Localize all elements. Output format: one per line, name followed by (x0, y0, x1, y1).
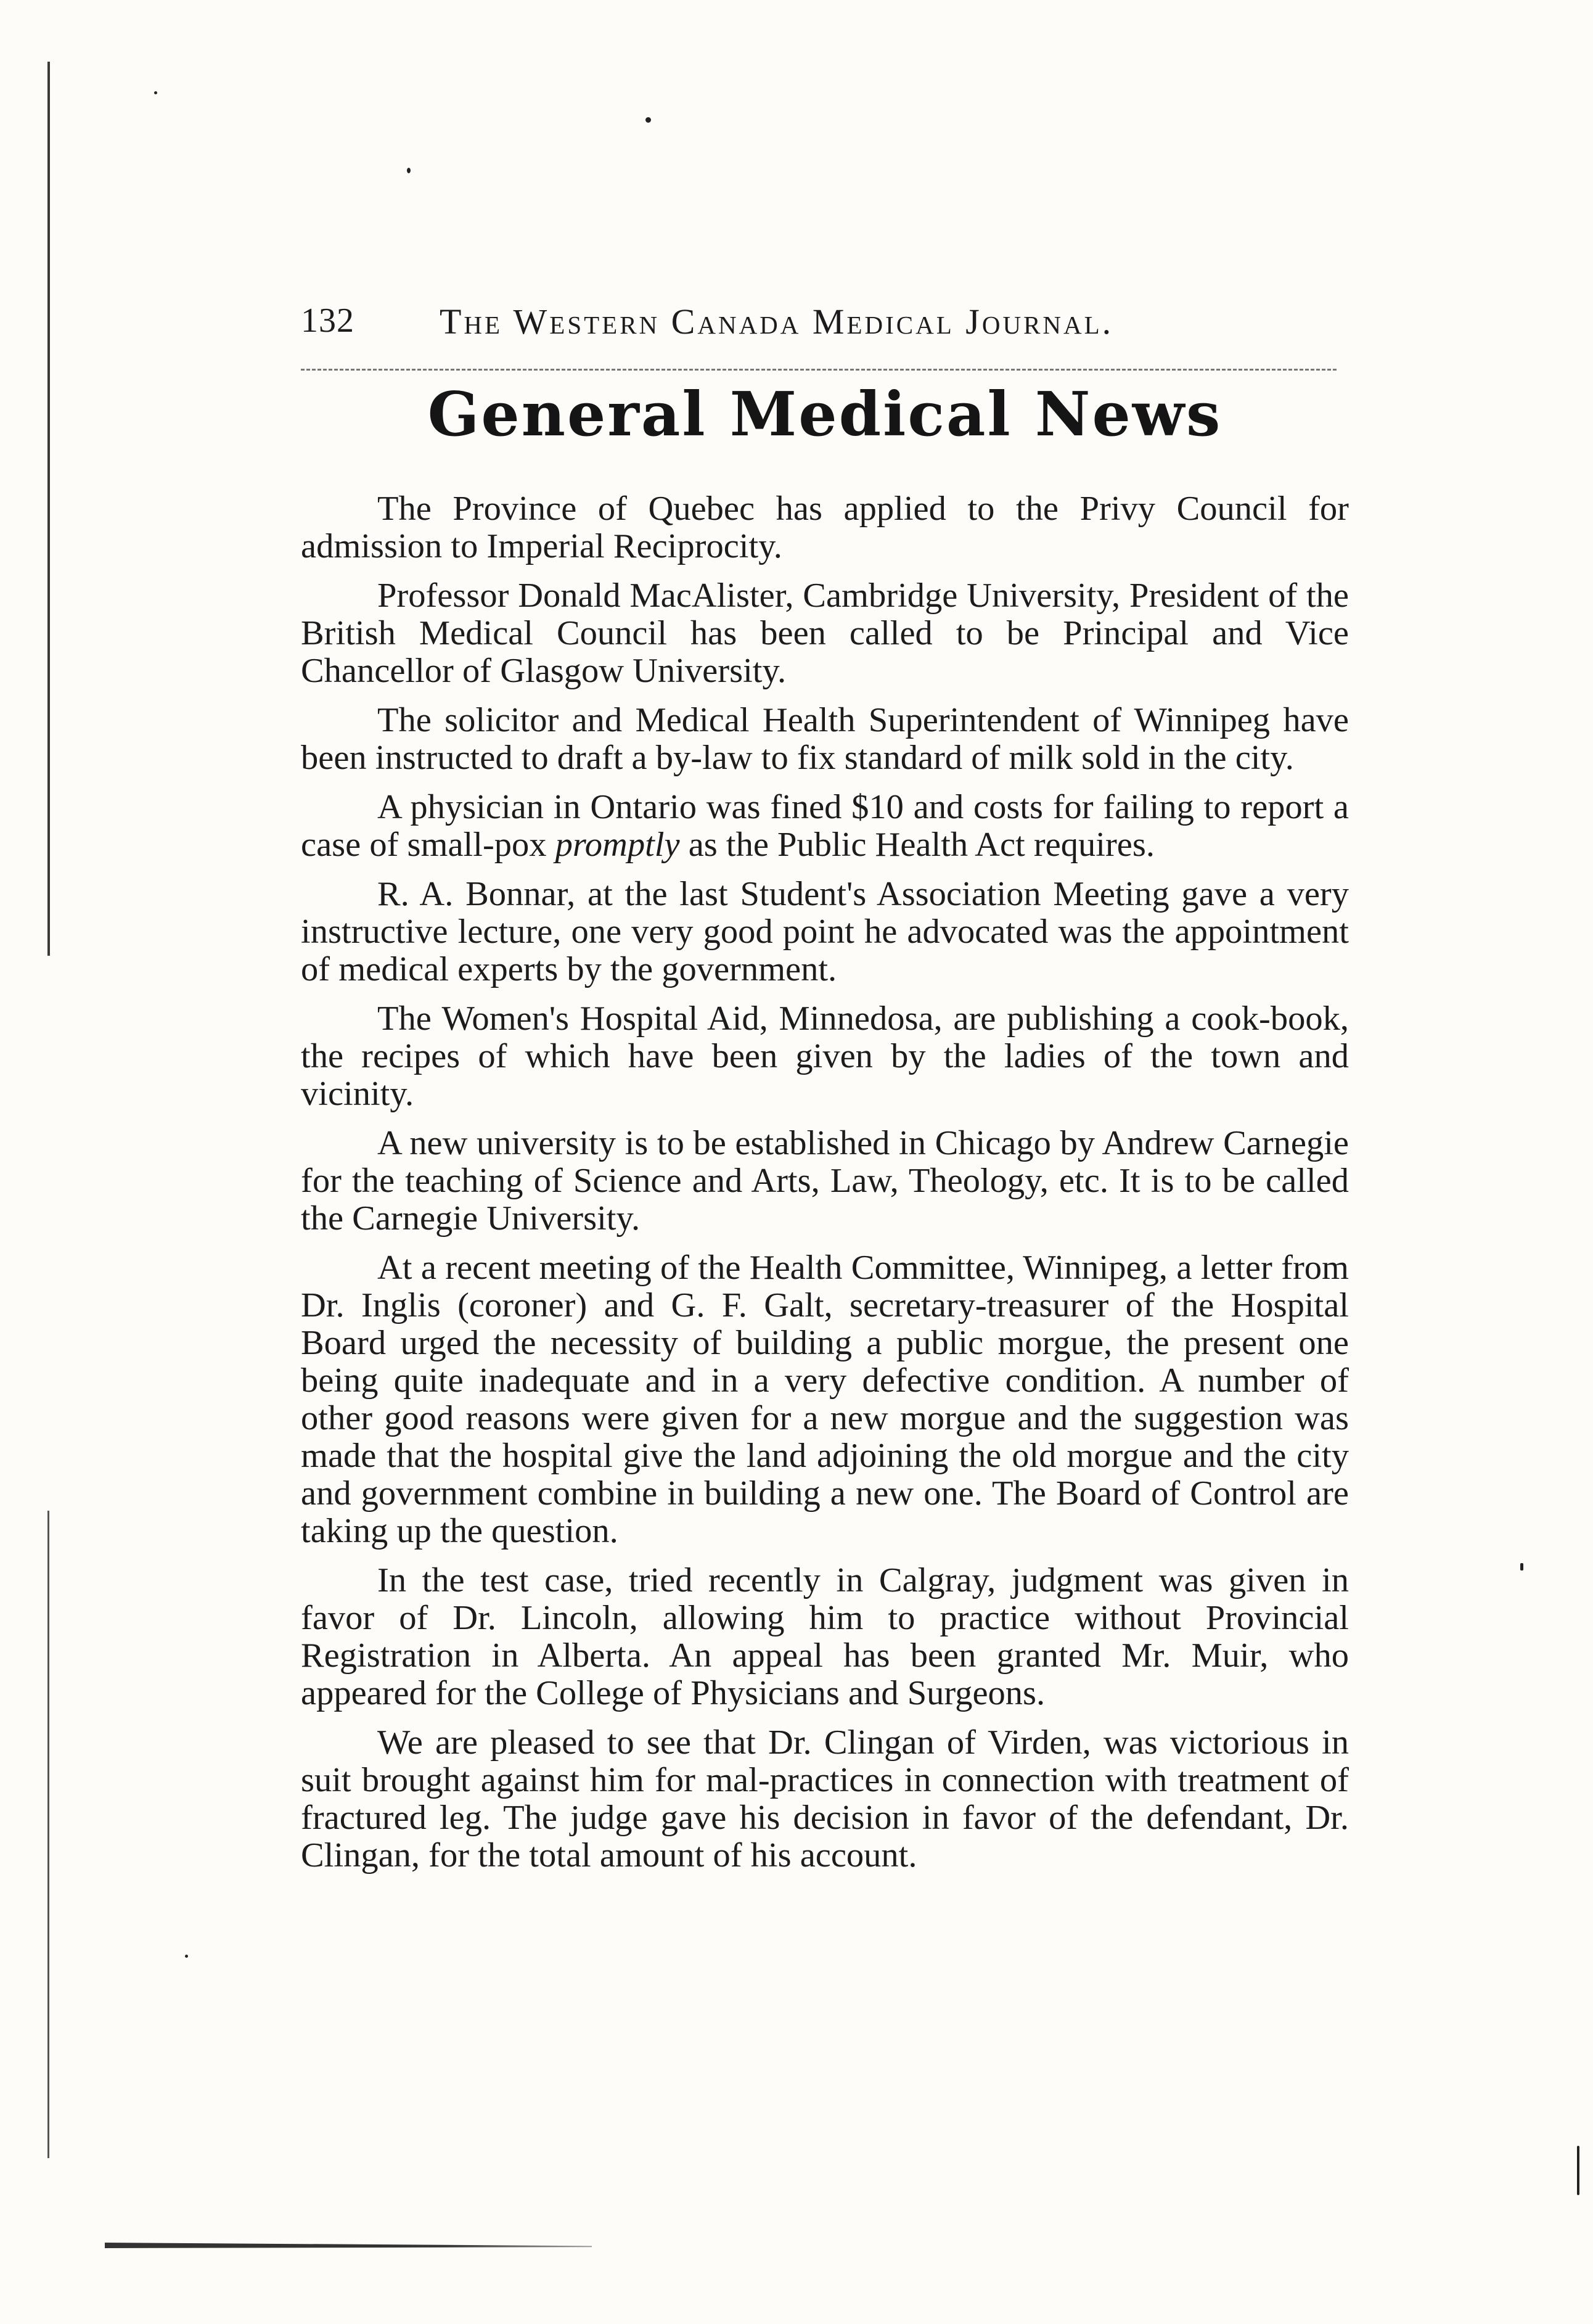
news-item-text: A physician in Ontario was fined $10 and costs for failing to report a case of small-pox (301, 788, 1349, 864)
scan-speck (185, 1955, 188, 1958)
news-item: The Women's Hospital Aid, Minnedosa, are publishing a cook-book, the recipes of which have been given by the ladies of the town and vicinity. (301, 1000, 1349, 1113)
news-item: In the test case, tried recently in Calgray, judgment was given in favor of Dr. Lincoln, allowing him to practice without Provincial Registration in Alberta. An appeal has been granted Mr. Muir, who appeared for the College of Physicians and Surgeons. (301, 1561, 1349, 1712)
news-item: The solicitor and Medical Health Superintendent of Winnipeg have been instructed to draft a by-law to fix standard of milk sold in the city. (301, 701, 1349, 777)
news-item-text: as the Public Health Act requires. (679, 826, 1155, 864)
scan-binding-edge-lower (47, 1511, 49, 2158)
news-item: A new university is to be established in Chicago by Andrew Carnegie for the teaching of Science and Arts, Law, Theology, etc. It is to be called the Carnegie University. (301, 1124, 1349, 1238)
scan-speck (1520, 1563, 1523, 1571)
scan-speck (645, 117, 651, 123)
scan-speck (154, 91, 157, 94)
footer-rule (105, 2243, 592, 2248)
scan-speck (407, 168, 411, 173)
news-item: We are pleased to see that Dr. Clingan of Virden, was victorious in suit brought against him for mal-practices in connection with treatment of fractured leg. The judge gave his decision in favor of the defendant, Dr. Clingan, for the total amount of his account. (301, 1723, 1349, 1874)
news-item-emphasis: promptly (555, 826, 680, 864)
scan-binding-edge (47, 62, 50, 956)
news-item (301, 789, 1349, 864)
section-title: General Medical News (427, 379, 1222, 450)
journal-title: The Western Canada Medical Journal. (440, 302, 1114, 342)
page-number: 132 (301, 302, 354, 340)
page-header (301, 301, 1349, 350)
news-article (301, 490, 1349, 1886)
news-item: At a recent meeting of the Health Committee, Winnipeg, a letter from Dr. Inglis (coroner) and G. F. Galt, secretary-treasurer of the Hospital Board urged the necessity of building a public morgue, the present one being quite inadequate and in a very defective condition. A number of other good reasons were given for a new morgue and the suggestion was made that the hospital give the land adjoining the old morgue and the city and government combine in building a new one. The Board of Control are taking up the question. (301, 1249, 1349, 1550)
news-item: R. A. Bonnar, at the last Student's Association Meeting gave a very instructive lecture, one very good point he advocated was the appointment of medical experts by the government. (301, 875, 1349, 988)
scan-speck (1577, 2146, 1579, 2195)
news-item: The Province of Quebec has applied to the Privy Council for admission to Imperial Reciprocity. (301, 490, 1349, 565)
header-divider (301, 369, 1337, 371)
news-item: Professor Donald MacAlister, Cambridge University, President of the British Medical Council has been called to be Principal and Vice Chancellor of Glasgow University. (301, 577, 1349, 690)
